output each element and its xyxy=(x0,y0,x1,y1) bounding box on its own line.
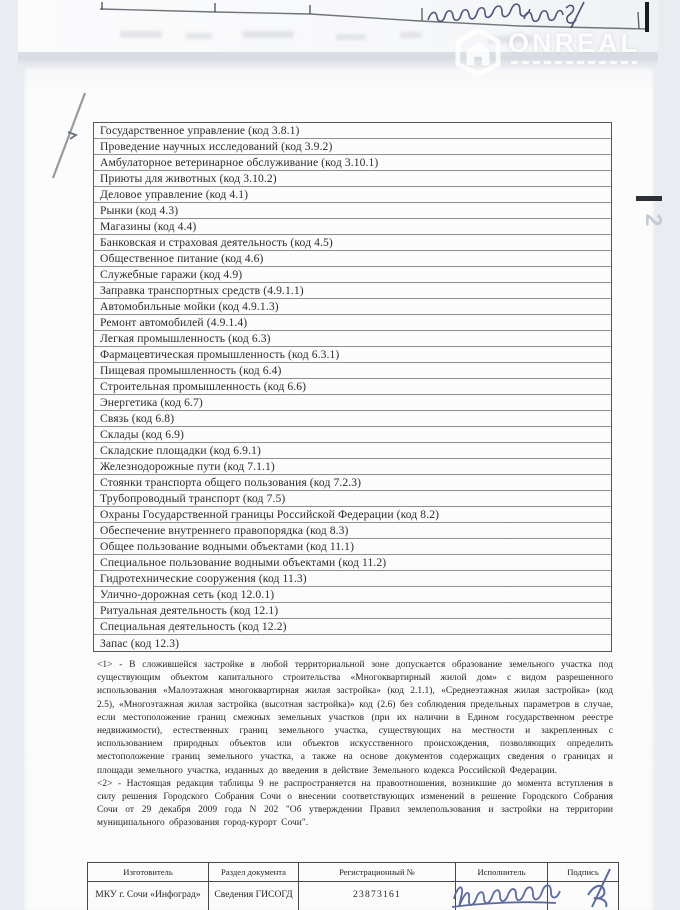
row-label: Ремонт автомобилей (4.9.1.4) xyxy=(100,316,248,329)
manufacturer-value: МКУ г. Сочи «Инфоград» xyxy=(88,882,209,910)
row-label: Специальная деятельность (код 12.2) xyxy=(100,620,287,633)
table-row xyxy=(94,635,611,651)
row-label: Стоянки транспорта общего пользования (код 7.2.3) xyxy=(100,476,362,489)
table-row xyxy=(94,395,611,411)
margin-dash xyxy=(636,196,662,201)
table-row xyxy=(94,155,611,171)
row-label: Заправка транспортных средств (4.9.1.1) xyxy=(100,284,304,297)
table-row xyxy=(94,619,611,635)
row-label: Приюты для животных (код 3.10.2) xyxy=(100,172,277,185)
table-row xyxy=(94,187,611,203)
section-value: Сведения ГИСОГД xyxy=(209,882,299,910)
table-row xyxy=(94,219,611,235)
table-row xyxy=(94,603,611,619)
row-label: Деловое управление (код 4.1) xyxy=(100,188,249,201)
row-label: Служебные гаражи (код 4.9) xyxy=(100,268,243,281)
document-page xyxy=(24,65,667,910)
table-row xyxy=(94,251,611,267)
table-row xyxy=(94,443,611,459)
page-number: 2 xyxy=(641,213,667,227)
row-label: Магазины (код 4.4) xyxy=(100,220,197,233)
watermark-tagline xyxy=(511,61,637,64)
footer-header-executor: Исполнитель xyxy=(456,863,548,882)
footer-header-section: Раздел документа xyxy=(209,863,299,882)
table-row xyxy=(94,459,611,475)
footnotes xyxy=(97,659,613,831)
row-label: Складские площадки (код 6.9.1) xyxy=(100,444,261,457)
row-label: Склады (код 6.9) xyxy=(100,428,185,441)
row-label: Улично-дорожная сеть (код 12.0.1) xyxy=(100,588,275,601)
row-label: Ритуальная деятельность (код 12.1) xyxy=(100,604,279,617)
bleedthrough-mark xyxy=(242,31,294,38)
signature-mark xyxy=(576,865,626,910)
row-label: Автомобильные мойки (код 4.9.1.3) xyxy=(100,300,279,313)
row-label: Трубопроводный транспорт (код 7.5) xyxy=(100,492,286,505)
bleedthrough-mark xyxy=(336,34,366,40)
table-row xyxy=(94,267,611,283)
reg-number-value: 23873161 xyxy=(299,882,456,910)
row-label: Проведение научных исследований (код 3.9.2) xyxy=(100,140,333,153)
watermark-brand: ONREAL xyxy=(508,28,640,58)
row-label: Гидротехнические сооружения (код 11.3) xyxy=(100,572,307,585)
table-row xyxy=(94,331,611,347)
table-row xyxy=(94,171,611,187)
executor-signature xyxy=(448,873,576,910)
table-row xyxy=(94,539,611,555)
footer-header-reg-number: Регистрационный № xyxy=(299,863,456,882)
watermark xyxy=(452,24,672,72)
table-row xyxy=(94,507,611,523)
bleedthrough-mark xyxy=(120,31,162,38)
row-label: Фармацевтическая промышленность (код 6.3.1) xyxy=(100,348,340,361)
row-label: Легкая промышленность (код 6.3) xyxy=(100,332,271,345)
row-label: Охраны Государственной границы Российской Федерации (код 8.2) xyxy=(100,508,440,521)
row-label: Запас (код 12.3) xyxy=(100,636,180,650)
table-row xyxy=(94,315,611,331)
table-row xyxy=(94,491,611,507)
footer-header-manufacturer: Изготовитель xyxy=(88,863,209,882)
row-label: Банковская и страховая деятельность (код 4.5) xyxy=(100,236,333,249)
table-row xyxy=(94,571,611,587)
row-label: Общее пользование водными объектами (код 11.1) xyxy=(100,540,355,553)
bleedthrough-mark xyxy=(186,33,212,39)
table-row xyxy=(94,379,611,395)
table-row xyxy=(94,123,611,139)
table-row xyxy=(94,203,611,219)
table-row xyxy=(94,427,611,443)
row-label: Амбулаторное ветеринарное обслуживание (код 3.10.1) xyxy=(100,156,379,169)
row-label: Рынки (код 4.3) xyxy=(100,204,179,217)
table-row xyxy=(94,139,611,155)
row-label: Пищевая промышленность (код 6.4) xyxy=(100,364,282,377)
table-row xyxy=(94,587,611,603)
row-label: Железнодорожные пути (код 7.1.1) xyxy=(100,460,275,473)
row-label: Связь (код 6.8) xyxy=(100,412,175,425)
table-row xyxy=(94,299,611,315)
row-label: Строительная промышленность (код 6.6) xyxy=(100,380,307,393)
row-label: Государственное управление (код 3.8.1) xyxy=(100,124,300,137)
footnote-1: <1> - В сложившейся застройке в любой территориальной зоне допускается образование земельного участка под существующим объектом капитального строительства «Многоквартирный жилой дом» с видом разрешенного использования «Малоэтажная многоквартирная жилая застройка» (код 2.1.1), «Среднеэтажная жилая застройка» (код 2.5), «Многоэтажная жилая застройка (высотная застройка)» код (2.6) без соблюдения предельных параметров в случае, если местоположение границ смежных земельных участков (при их наличии в Едином государственном реестре недвижимости), естественных границ земельного участка, существующих на местности и закрепленных с использованием природных объектов или объектов искусственного происхождения, позволяющих определить местоположение границ земельного участка, а также на основе документов содержащих сведения о границах и площади земельного участка, изданных до введения в действие Земельного кодекса Российской Федерации. xyxy=(97,660,613,776)
table-row xyxy=(94,347,611,363)
table-row xyxy=(94,283,611,299)
table-row xyxy=(94,555,611,571)
table-row xyxy=(94,523,611,539)
bleedthrough-mark xyxy=(400,32,422,38)
row-label: Специальное пользование водными объектами (код 11.2) xyxy=(100,556,387,569)
onreal-logo-icon xyxy=(455,28,501,76)
table-row xyxy=(94,411,611,427)
table-row xyxy=(94,475,611,491)
row-label: Энергетика (код 6.7) xyxy=(100,396,203,409)
table-row xyxy=(94,363,611,379)
land-use-table xyxy=(93,122,612,652)
row-label: Обеспечение внутреннего правопорядка (код 8.3) xyxy=(100,524,349,537)
footnote-2: <2> - Настоящая редакция таблицы 9 не распространяется на правоотношения, возникшие до момента вступления в силу решения Городского Собрания Сочи о внесении соответствующих изменений в решение Городского Собрания Сочи от 29 декабря 2009 года N 202 "Об утверждении Правил землепользования и застройки на территории муниципального образования город-курорт Сочи". xyxy=(97,778,613,829)
row-label: Общественное питание (код 4.6) xyxy=(100,252,264,265)
table-row xyxy=(94,235,611,251)
footer-header-signature: Подпись xyxy=(548,863,618,882)
